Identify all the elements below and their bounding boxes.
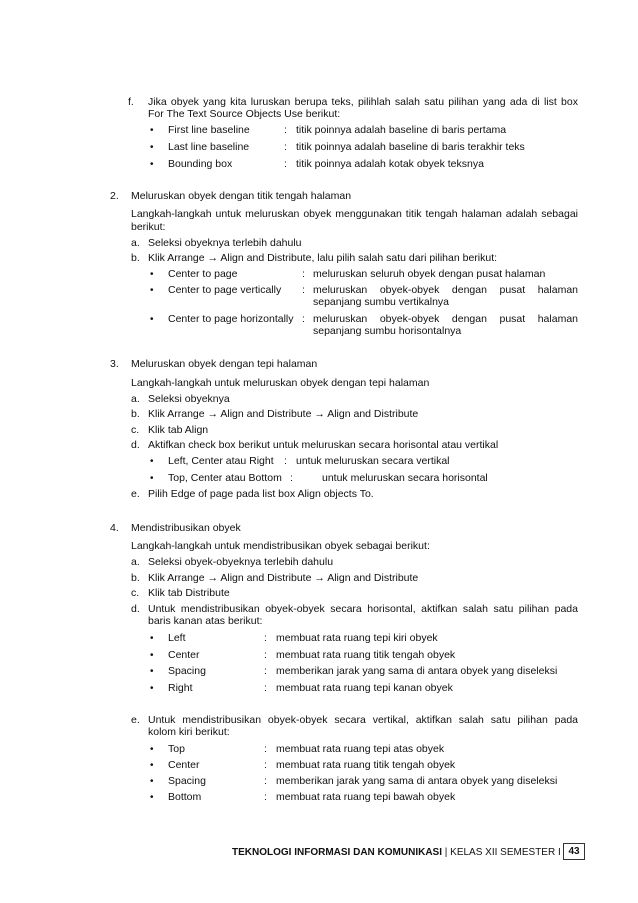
paragraph-line: For The Text Source Objects Use berikut: — [148, 108, 341, 120]
step-marker: d. — [131, 603, 140, 615]
step-marker: a. — [131, 237, 140, 249]
option-term: Bottom — [168, 791, 202, 803]
option-desc: memberikan jarak yang sama di antara obyek yang diseleksi — [276, 665, 558, 677]
step-text: Seleksi obyeknya terlebih dahulu — [148, 237, 302, 249]
option-term: Center to page vertically — [168, 284, 282, 296]
step-text: Seleksi obyeknya — [148, 393, 230, 405]
option-desc: membuat rata ruang tepi bawah obyek — [276, 791, 456, 803]
step-text-part: Align and Distribute — [220, 408, 312, 420]
step-text: Untuk mendistribusikan obyek-obyek secara vertikal, aktifkan salah satu pilihan pada — [148, 714, 578, 726]
option-term: First line baseline — [168, 124, 250, 136]
option-colon: : — [302, 313, 305, 325]
page-number: 43 — [563, 843, 585, 860]
option-desc: titik poinnya adalah kotak obyek teksnya — [296, 158, 484, 170]
footer-class: KELAS XII SEMESTER I — [450, 847, 561, 858]
arrow-icon: → — [207, 408, 219, 420]
step-marker: e. — [131, 714, 140, 726]
option-term: Top — [168, 743, 185, 755]
step-text — [148, 252, 497, 265]
paragraph-line: Langkah-langkah untuk meluruskan obyek menggunakan titik tengah halaman adalah sebagai — [131, 208, 578, 220]
bullet-icon: • — [150, 314, 154, 325]
bullet-icon: • — [150, 744, 154, 755]
section-number: 2. — [110, 190, 119, 202]
option-colon: : — [284, 158, 287, 170]
option-colon: : — [302, 284, 305, 296]
option-desc: membuat rata ruang titik tengah obyek — [276, 759, 456, 771]
paragraph-line: berikut: — [131, 221, 166, 233]
step-text: Aktifkan check box berikut untuk meluruskan secara horisontal atau vertikal — [148, 439, 499, 451]
step-marker: e. — [131, 488, 140, 500]
option-desc: untuk meluruskan secara horisontal — [322, 472, 488, 484]
option-term: Right — [168, 682, 193, 694]
option-desc: membuat rata ruang titik tengah obyek — [276, 649, 456, 661]
footer-separator: | — [442, 847, 451, 858]
step-marker: c. — [131, 424, 140, 436]
step-text: Untuk mendistribusikan obyek-obyek secara horisontal, aktifkan salah satu pilihan pada — [148, 603, 578, 615]
arrow-icon: → — [314, 572, 325, 584]
bullet-icon: • — [150, 683, 154, 694]
section-number: 3. — [110, 358, 119, 370]
step-text: Klik tab Align — [148, 424, 209, 436]
option-desc: titik poinnya adalah baseline di baris pertama — [296, 124, 507, 136]
bullet-icon: • — [150, 633, 154, 644]
step-text — [148, 572, 418, 585]
option-colon: : — [264, 632, 267, 644]
bullet-icon: • — [150, 760, 154, 771]
option-colon: : — [284, 124, 287, 136]
paragraph-line: Jika obyek yang kita luruskan berupa teks, pilihlah salah satu pilihan yang ada di list box — [148, 96, 578, 108]
step-text-part: Klik Arrange — [148, 252, 205, 264]
bullet-icon: • — [150, 456, 154, 467]
step-text: kolom kiri berikut: — [148, 726, 230, 738]
bullet-icon: • — [150, 776, 154, 787]
bullet-icon: • — [150, 473, 154, 484]
bullet-icon: • — [150, 125, 154, 136]
option-term: Center to page — [168, 268, 238, 280]
step-text: Seleksi obyek-obyeknya terlebih dahulu — [148, 556, 334, 568]
option-desc: memberikan jarak yang sama di antara obyek yang diseleksi — [276, 775, 558, 787]
option-desc: meluruskan seluruh obyek dengan pusat halaman — [313, 268, 546, 280]
section-number: 4. — [110, 522, 119, 534]
option-term: Spacing — [168, 775, 206, 787]
option-colon: : — [264, 791, 267, 803]
step-text-part: Align and Distribute — [327, 572, 419, 584]
step-text: baris kanan atas berikut: — [148, 615, 263, 627]
bullet-icon: • — [150, 159, 154, 170]
bullet-icon: • — [150, 269, 154, 280]
section-heading: Mendistribusikan obyek — [131, 522, 241, 534]
page-footer — [232, 846, 562, 859]
step-marker: a. — [131, 393, 140, 405]
step-text: Klik tab Distribute — [148, 587, 230, 599]
option-desc: meluruskan obyek-obyek dengan pusat halaman — [313, 284, 578, 296]
option-desc: membuat rata ruang tepi kiri obyek — [276, 632, 438, 644]
option-colon: : — [264, 665, 267, 677]
section-heading: Meluruskan obyek dengan titik tengah halaman — [131, 190, 352, 202]
option-colon: : — [264, 649, 267, 661]
arrow-icon: → — [314, 408, 325, 420]
step-marker: b. — [131, 408, 140, 420]
option-colon: : — [264, 775, 267, 787]
option-term: Last line baseline — [168, 141, 250, 153]
option-colon: : — [264, 682, 267, 694]
option-term: Center — [168, 759, 200, 771]
option-term: Spacing — [168, 665, 206, 677]
option-term: Center — [168, 649, 200, 661]
step-marker: b. — [131, 252, 140, 264]
option-desc: membuat rata ruang tepi atas obyek — [276, 743, 445, 755]
option-desc: membuat rata ruang tepi kanan obyek — [276, 682, 453, 694]
option-desc: sepanjang sumbu vertikalnya — [313, 296, 449, 308]
step-text: Pilih Edge of page pada list box Align objects To. — [148, 488, 374, 500]
step-text — [148, 408, 418, 421]
step-text-part: Align and Distribute — [220, 572, 312, 584]
paragraph-line: Langkah-langkah untuk mendistribusikan obyek sebagai berikut: — [131, 540, 430, 552]
option-term: Left, Center atau Right — [168, 455, 274, 467]
step-marker: b. — [131, 572, 140, 584]
bullet-icon: • — [150, 650, 154, 661]
step-marker: a. — [131, 556, 140, 568]
option-colon: : — [264, 759, 267, 771]
option-term: Left — [168, 632, 186, 644]
paragraph-line: Langkah-langkah untuk meluruskan obyek dengan tepi halaman — [131, 377, 430, 389]
option-colon: : — [284, 141, 287, 153]
section-heading: Meluruskan obyek dengan tepi halaman — [131, 358, 318, 370]
bullet-icon: • — [150, 792, 154, 803]
option-desc: titik poinnya adalah baseline di baris terakhir teks — [296, 141, 525, 153]
step-marker: c. — [131, 587, 140, 599]
bullet-icon: • — [150, 285, 154, 296]
option-desc: sepanjang sumbu horisontalnya — [313, 325, 462, 337]
step-text-part: Align and Distribute, lalu pilih salah satu dari pilihan berikut: — [220, 252, 498, 264]
option-term: Center to page horizontally — [168, 313, 294, 325]
step-text-part: Klik Arrange — [148, 572, 205, 584]
option-term: Top, Center atau Bottom — [168, 472, 282, 484]
option-desc: untuk meluruskan secara vertikal — [296, 455, 450, 467]
bullet-icon: • — [150, 666, 154, 677]
arrow-icon: → — [207, 252, 219, 264]
arrow-icon: → — [207, 572, 219, 584]
item-marker: f. — [128, 96, 134, 108]
step-text-part: Align and Distribute — [327, 408, 419, 420]
option-colon: : — [290, 472, 293, 484]
step-text-part: Klik Arrange — [148, 408, 205, 420]
bullet-icon: • — [150, 142, 154, 153]
option-colon: : — [284, 455, 287, 467]
option-desc: meluruskan obyek-obyek dengan pusat halaman — [313, 313, 578, 325]
step-marker: d. — [131, 439, 140, 451]
option-colon: : — [302, 268, 305, 280]
option-colon: : — [264, 743, 267, 755]
footer-subject: TEKNOLOGI INFORMASI DAN KOMUNIKASI — [232, 847, 442, 858]
option-term: Bounding box — [168, 158, 233, 170]
